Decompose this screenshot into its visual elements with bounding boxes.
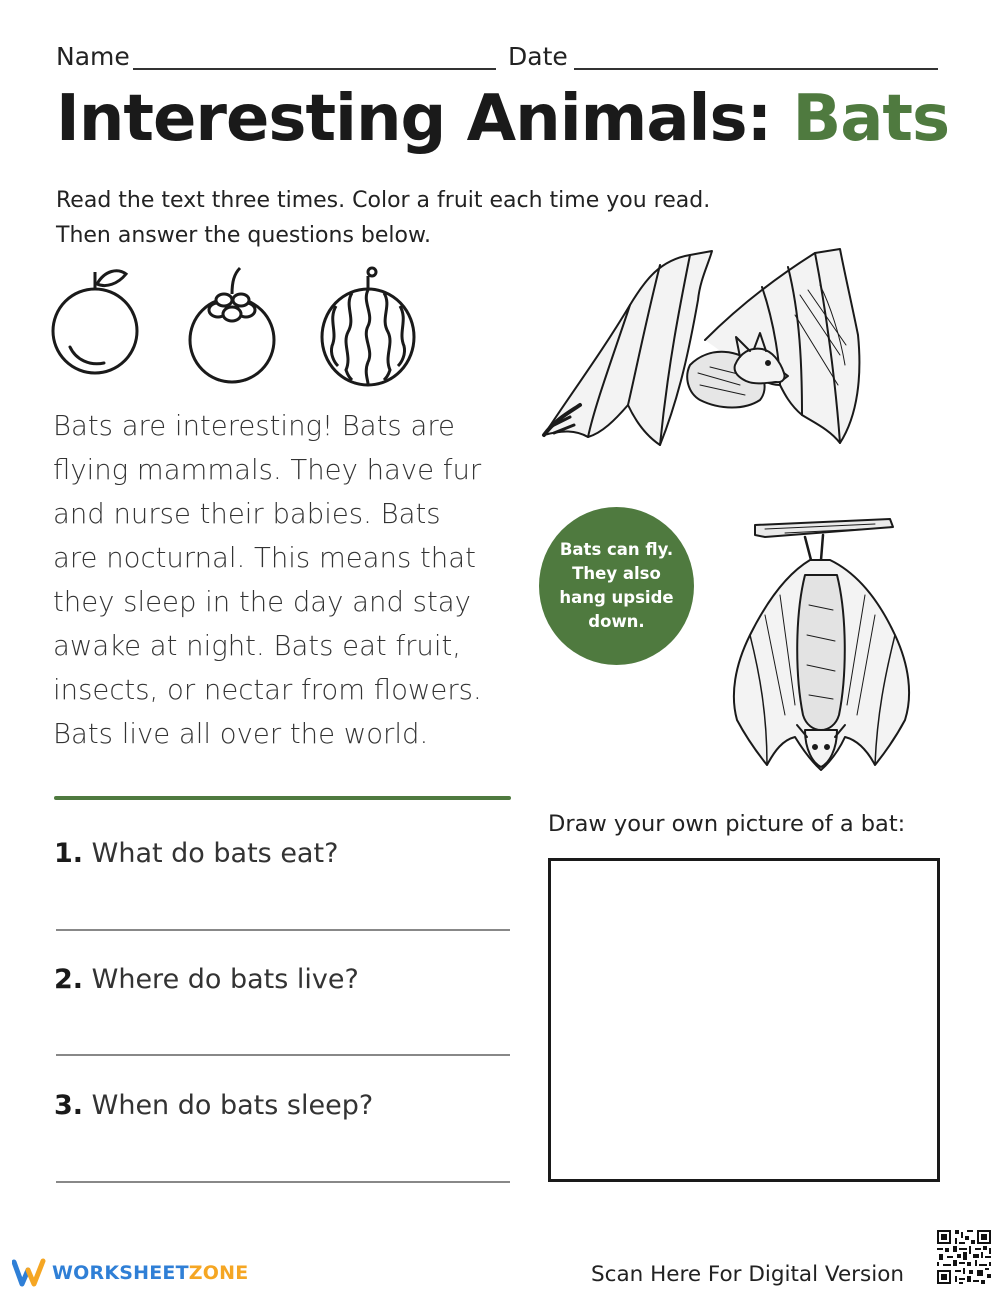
scan-instruction: Scan Here For Digital Version [591,1262,904,1287]
mangosteen-icon[interactable] [186,262,281,387]
answer-line-2[interactable] [56,1054,510,1056]
title-main: Interesting Animals: [56,82,772,156]
question-number: 1. [54,838,84,869]
question-3 [54,1090,373,1121]
passage-line: insects, or nectar from flowers. [53,674,482,706]
reading-passage [53,404,493,756]
logo-text-worksheet: WORKSHEET [52,1262,189,1284]
question-text: When do bats sleep? [91,1090,374,1121]
draw-label: Draw your own picture of a bat: [548,811,906,837]
question-1 [54,838,338,869]
fact-callout: Bats can fly. They also hang upside down. [539,507,694,665]
passage-line: they sleep in the day and stay [53,586,471,618]
section-divider [54,796,511,800]
page-title [56,82,949,156]
watermelon-icon[interactable] [318,262,418,390]
passage-line: flying mammals. They have fur [53,454,482,486]
passage-line: Bats are interesting! Bats are [53,410,455,442]
question-number: 2. [54,964,84,995]
worksheet-zone-logo[interactable] [12,1258,248,1288]
title-accent: Bats [792,82,950,156]
logo-text-zone: ZONE [188,1262,249,1284]
qr-code-icon[interactable] [935,1228,993,1286]
flying-bat-illustration [540,245,880,490]
answer-line-3[interactable] [56,1181,510,1183]
date-label: Date [508,42,568,71]
question-text: What do bats eat? [91,838,339,869]
orange-icon[interactable] [50,262,145,387]
name-field[interactable] [133,68,496,70]
question-2 [54,964,359,995]
passage-line: are nocturnal. This means that [53,542,476,574]
instructions [56,183,710,253]
question-number: 3. [54,1090,84,1121]
logo-icon [12,1258,46,1288]
answer-line-1[interactable] [56,929,510,931]
hanging-bat-illustration [725,515,920,785]
question-text: Where do bats live? [91,964,359,995]
passage-line: awake at night. Bats eat fruit, [53,630,462,662]
name-label: Name [56,42,130,71]
date-field[interactable] [574,68,938,70]
passage-line: Bats live all over the world. [53,718,429,750]
passage-line: and nurse their babies. Bats [53,498,441,530]
instructions-line-2: Then answer the questions below. [56,223,431,248]
instructions-line-1: Read the text three times. Color a fruit each time you read. [56,188,711,213]
drawing-box[interactable] [548,858,940,1182]
